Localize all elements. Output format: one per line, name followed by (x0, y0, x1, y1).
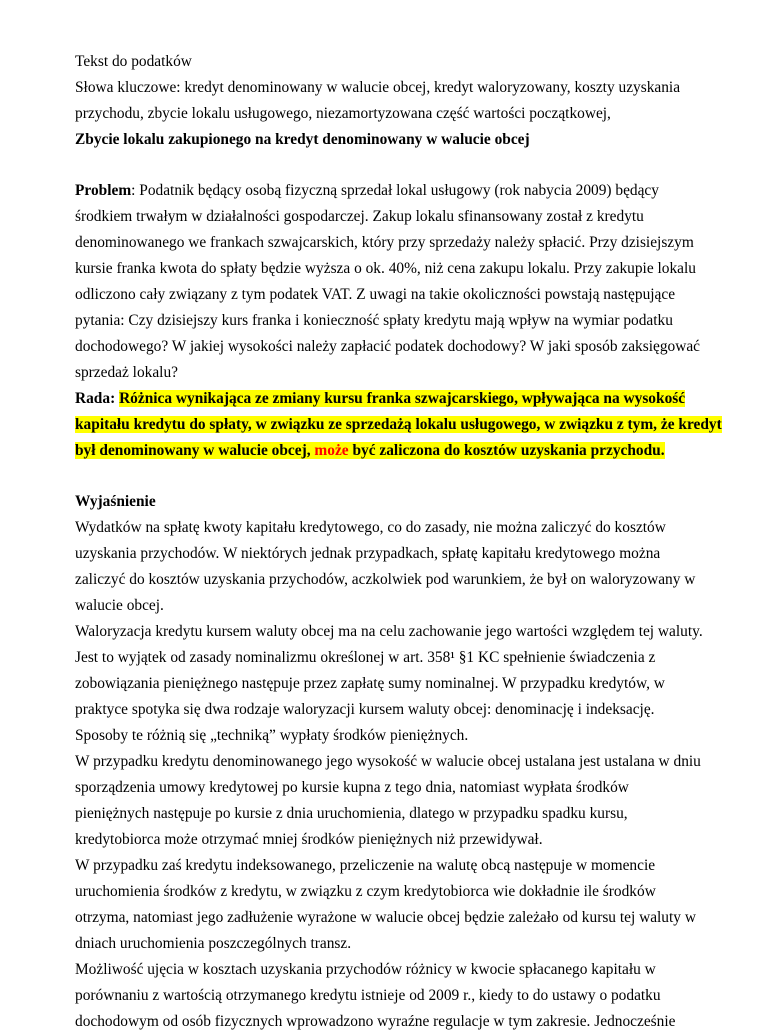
problem-label: Problem (75, 182, 132, 199)
subject-heading: Zbycie lokalu zakupionego na kredyt denominowany w walucie obcej (75, 131, 530, 148)
problem-text-1: : Podatnik będący osobą fizyczną sprzedał lokal usługowy (rok nabycia 2009) będący (131, 182, 659, 199)
explanation-line: kredytobiorca może otrzymać mniej środków pieniężnych niż przewidywał. (75, 831, 543, 848)
explanation-line: W przypadku zaś kredytu indeksowanego, przeliczenie na walutę obcą następuje w momencie (75, 857, 656, 874)
keywords-line-2: przychodu, zbycie lokalu usługowego, niezamortyzowana część wartości początkowej, (75, 105, 611, 122)
document-title: Tekst do podatków (75, 53, 192, 70)
problem-line-3: denominowanego we frankach szwajcarskich, który przy sprzedaży należy spłacić. Przy dzisiejszym (75, 234, 694, 251)
explanation-line: otrzyma, natomiast jego zadłużenie wyrażone w walucie obcej będzie zależało od kursu tej waluty w (75, 909, 696, 926)
problem-line-4: kursie franka kwota do spłaty będzie wyższa o ok. 40%, niż cena zakupu lokalu. Przy zakupie lokalu (75, 260, 696, 277)
explanation-line: dochodowym od osób fizycznych wprowadzono wyraźne regulacje w tym zakresie. Jednocześnie (75, 1013, 676, 1030)
explanation-line: uruchomienia środków z kredytu, w związku z czym kredytobiorca wie dokładnie ile środków (75, 883, 656, 900)
explanation-line: Wydatków na spłatę kwoty kapitału kredytowego, co do zasady, nie można zaliczyć do kosztów (75, 519, 666, 536)
explanation-line: uzyskania przychodów. W niektórych jednak przypadkach, spłatę kapitału kredytowego można (75, 545, 661, 562)
explanation-line: porównaniu z wartością otrzymanego kredytu istnieje od 2009 r., kiedy to do ustawy o podatku (75, 987, 661, 1004)
advice-text-2: kapitału kredytu do spłaty, w związku ze sprzedażą lokalu usługowego, w związku z tym, że kredyt (75, 416, 722, 433)
advice-text-1: Różnica wynikająca ze zmiany kursu franka szwajcarskiego, wpływająca na wysokość (119, 390, 686, 407)
explanation-line: W przypadku kredytu denominowanego jego wysokość w walucie obcej ustalana jest ustalana w dniu (75, 753, 701, 770)
problem-line-5: odliczono cały związany z tym podatek VAT. Z uwagi na takie okoliczności powstają następujące (75, 286, 676, 303)
advice-emphasis: może (314, 442, 349, 459)
problem-line-7: dochodowego? W jakiej wysokości należy zapłacić podatek dochodowy? W jaki sposób zaksięgować (75, 338, 700, 355)
keywords-line-1: Słowa kluczowe: kredyt denominowany w walucie obcej, kredyt waloryzowany, koszty uzyskania (75, 79, 681, 96)
explanation-line: zobowiązania pieniężnego następuje przez zapłatę sumy nominalnej. W przypadku kredytów, w (75, 675, 665, 692)
explanation-heading: Wyjaśnienie (75, 493, 156, 510)
explanation-line: Możliwość ujęcia w kosztach uzyskania przychodów różnicy w kwocie spłacanego kapitału w (75, 961, 656, 978)
problem-line-2: środkiem trwałym w działalności gospodarczej. Zakup lokalu sfinansowany został z kredytu (75, 208, 644, 225)
problem-line-1 (75, 181, 659, 201)
problem-line-8: sprzedaż lokalu? (75, 364, 178, 381)
explanation-line: dniach uruchomienia poszczególnych transz. (75, 935, 352, 952)
explanation-line: Sposoby te różnią się „techniką” wypłaty środków pieniężnych. (75, 727, 469, 744)
explanation-line: walucie obcej. (75, 597, 164, 614)
advice-line-2 (75, 415, 722, 435)
advice-text-3a: był denominowany w walucie obcej, (75, 442, 315, 459)
advice-line-1 (75, 389, 685, 409)
explanation-line: Waloryzacja kredytu kursem waluty obcej ma na celu zachowanie jego wartości względem tej waluty. (75, 623, 703, 640)
explanation-line: pieniężnych następuje po kursie z dnia uruchomienia, dlatego w przypadku spadku kursu, (75, 805, 628, 822)
explanation-line: Jest to wyjątek od zasady nominalizmu określonej w art. 358¹ §1 KC spełnienie świadczenia z (75, 649, 656, 666)
advice-label: Rada: (75, 390, 116, 407)
explanation-line: sporządzenia umowy kredytowej po kursie kupna z tego dnia, natomiast wypłata środków (75, 779, 629, 796)
advice-text-3b: być zaliczona do kosztów uzyskania przychodu. (348, 442, 665, 459)
problem-line-6: pytania: Czy dzisiejszy kurs franka i konieczność spłaty kredytu mają wpływ na wymiar podatku (75, 312, 673, 329)
advice-line-3 (75, 441, 665, 461)
explanation-line: praktyce spotyka się dwa rodzaje waloryzacji kursem waluty obcej: denominację i indeksację. (75, 701, 655, 718)
explanation-line: zaliczyć do kosztów uzyskania przychodów, aczkolwiek pod warunkiem, że był on waloryzowany w (75, 571, 696, 588)
